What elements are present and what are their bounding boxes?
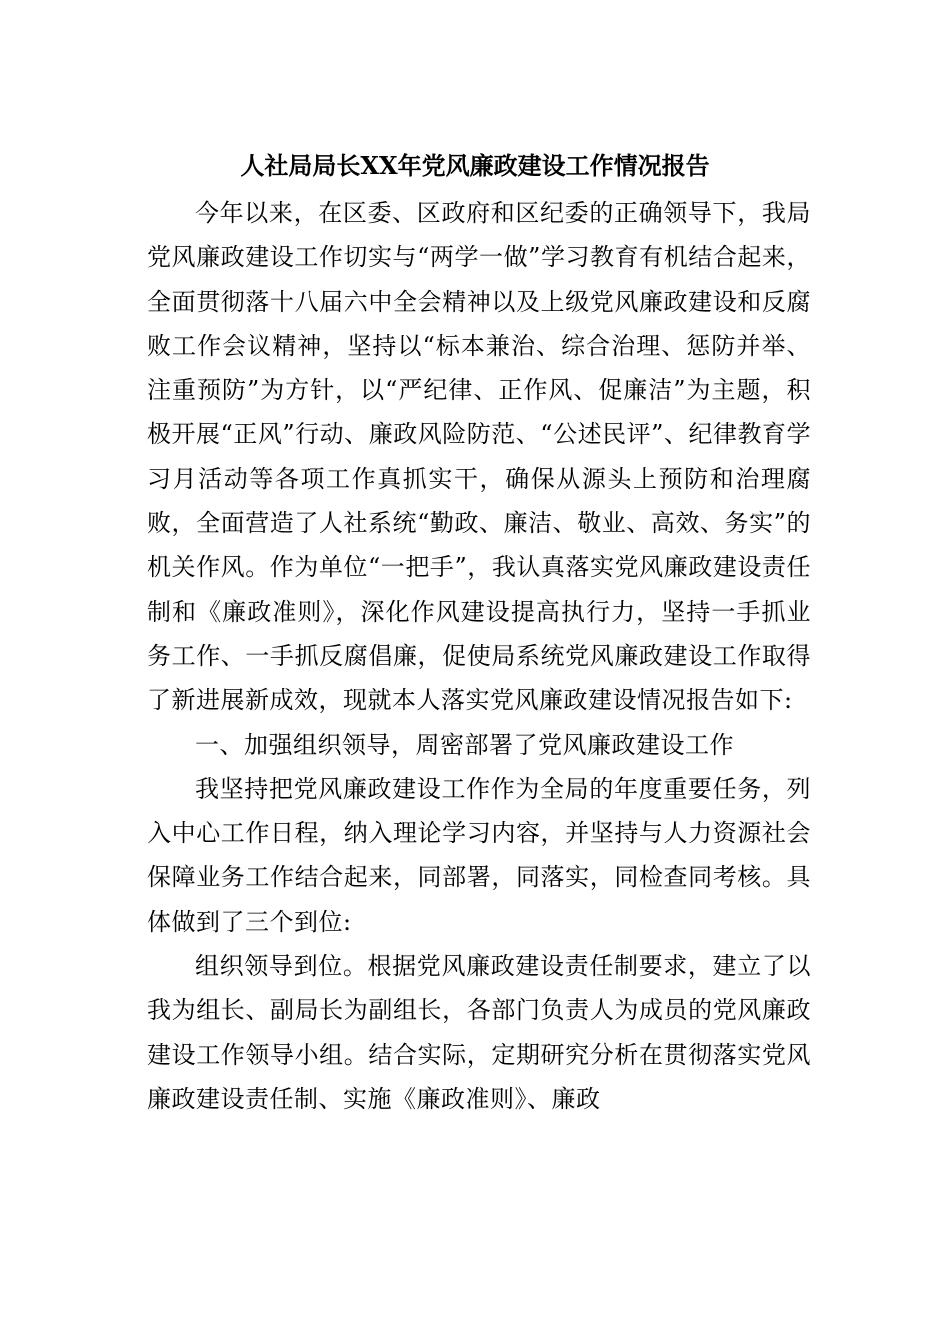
paragraph-organization: 组织领导到位。根据党风廉政建设责任制要求，建立了以我为组长、副局长为副组长，各部门负责人为成员的党风廉政建设工作领导小组。结合实际，定期研究分析在贯彻落实党风廉政建设责任制、实施《廉政准则》、廉政 [147, 952, 811, 1113]
document-body [147, 191, 811, 1121]
section-heading-1: 一、加强组织领导，周密部署了党风廉政建设工作 [195, 730, 734, 759]
paragraph-section-1: 我坚持把党风廉政建设工作作为全局的年度重要任务，列入中心工作日程，纳入理论学习内容，并坚持与人力资源社会保障业务工作结合起来，同部署，同落实，同检查同考核。具体做到了三个到位: [147, 774, 811, 936]
paragraph-intro: 今年以来，在区委、区政府和区纪委的正确领导下，我局党风廉政建设工作切实与“两学一做”学习教育有机结合起来，全面贯彻落十八届六中全会精神以及上级党风廉政建设和反腐败工作会议精神，坚持以“标本兼治、综合治理、惩防并举、注重预防”为方针，以“严纪律、正作风、促廉洁”为主题，积极开展“正风”行动、廉政风险防范、“公述民评”、纪律教育学习月活动等各项工作真抓实干，确保从源头上预防和治理腐败，全面营造了人社系统“勤政、廉洁、敬业、高效、务实”的机关作风。作为单位“一把手”，我认真落实党风廉政建设责任制和《廉政准则》，深化作风建设提高执行力，坚持一手抓业务工作、一手抓反腐倡廉，促使局系统党风廉政建设工作取得了新进展新成效，现就本人落实党风廉政建设情况报告如下: [147, 199, 811, 715]
document-title: 人社局局长XX年党风廉政建设工作情况报告 [240, 151, 710, 180]
